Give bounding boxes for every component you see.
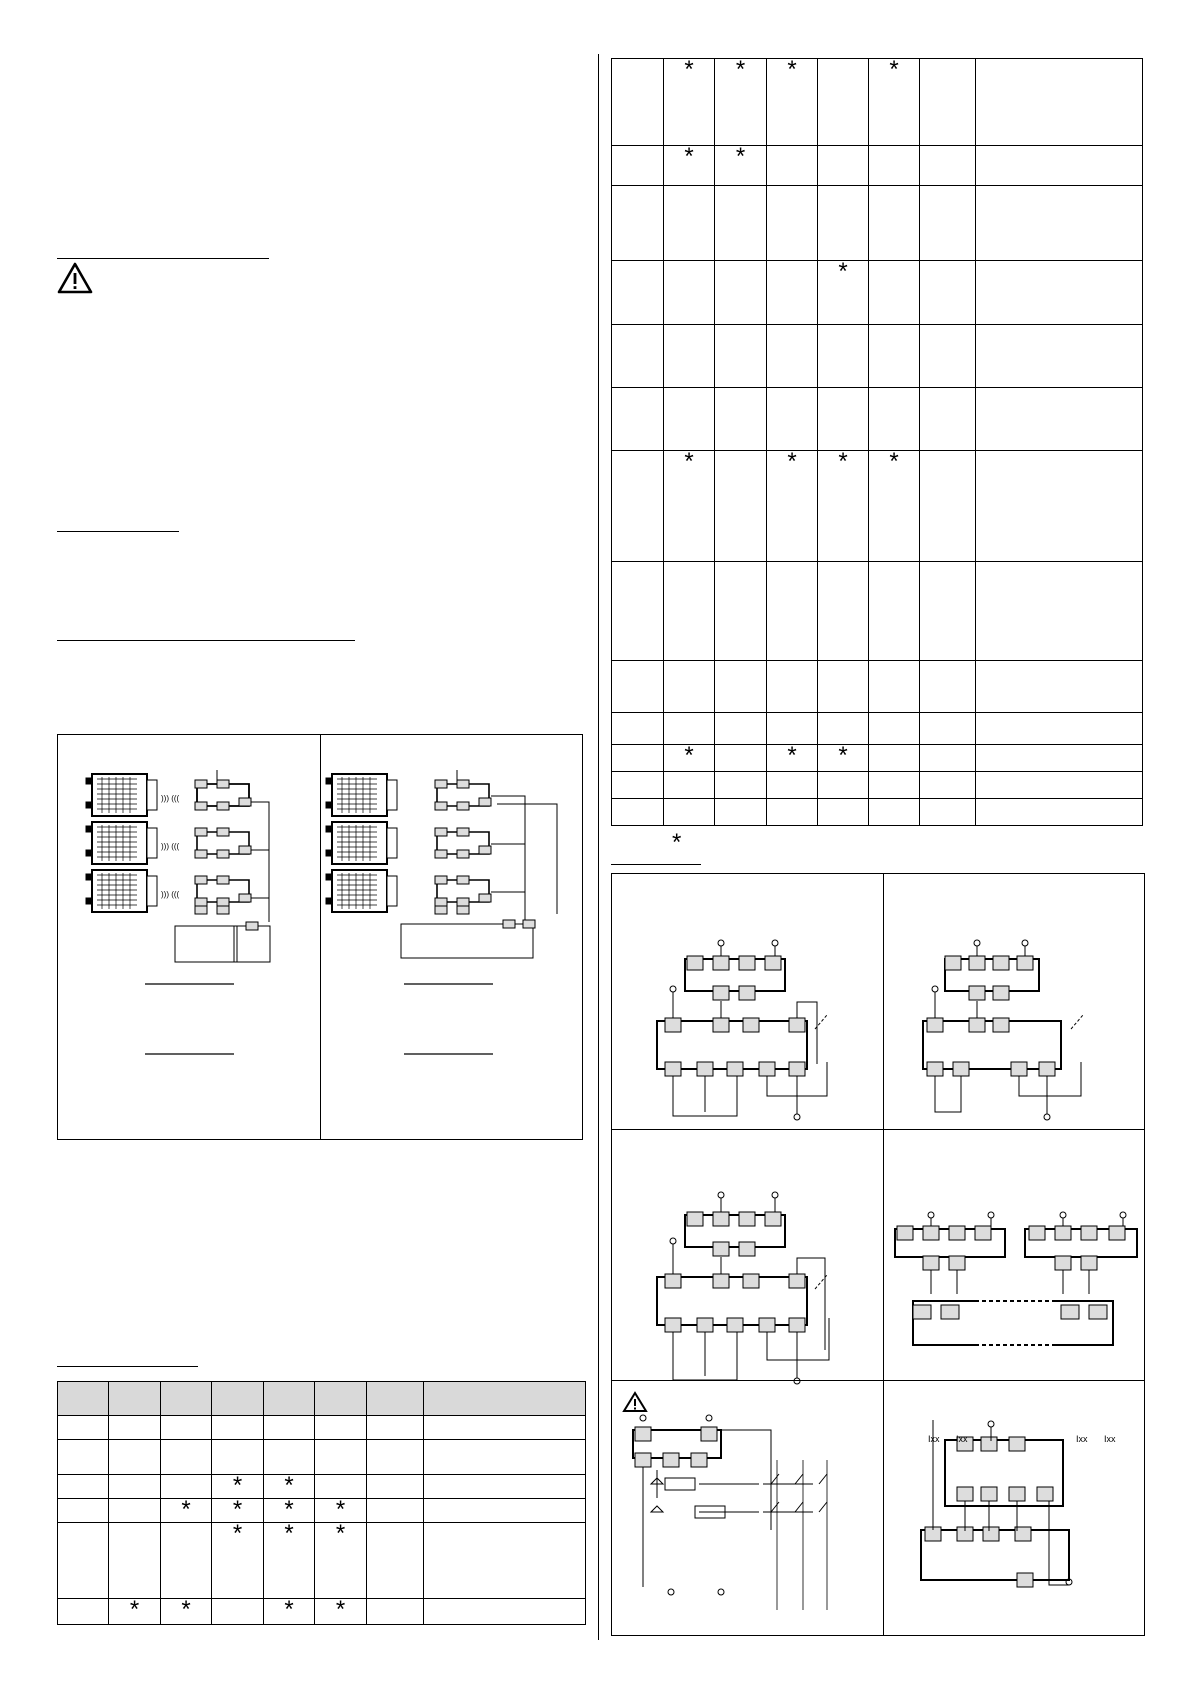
table-row [612, 799, 1143, 826]
table-row [58, 1416, 586, 1440]
section-heading-underline-1 [57, 531, 179, 532]
table-row: * * * [612, 745, 1143, 772]
left-compatibility-table [57, 1381, 586, 1625]
box-label-3: Ixx [1076, 1434, 1088, 1444]
box-label-4: Ixx [1104, 1434, 1116, 1444]
box-label-2: Ixx [956, 1434, 968, 1444]
table-row [612, 388, 1143, 451]
table-row: * * * * [612, 59, 1143, 146]
table-row [612, 186, 1143, 261]
table-row: * * * [58, 1523, 586, 1599]
table-row [58, 1440, 586, 1475]
wiring-heading-underline [611, 864, 701, 865]
table-row: * * * * [612, 451, 1143, 562]
svg-text:))) (((: ))) ((( [161, 842, 180, 851]
lxx-labels [913, 1305, 1107, 1319]
right-compatibility-table [611, 58, 1143, 826]
column-divider [598, 54, 599, 1640]
table-row: * * [612, 146, 1143, 186]
svg-text:))) (((: ))) ((( [161, 794, 180, 803]
warning-icon [57, 262, 93, 294]
table-row: * * [58, 1475, 586, 1499]
section-heading-underline-2 [57, 640, 355, 641]
wiring-diagrams [611, 873, 1145, 1636]
installation-diagram [57, 734, 583, 1140]
svg-text:))) (((: ))) ((( [161, 890, 180, 899]
table-row [612, 713, 1143, 745]
table-row [612, 772, 1143, 799]
table-row [612, 661, 1143, 713]
warning-heading-underline [57, 258, 269, 259]
table-row: * [612, 261, 1143, 325]
wiring-warning-icon [622, 1391, 648, 1413]
box-label-1: Ixx [928, 1434, 940, 1444]
table-row: * * * * [58, 1499, 586, 1523]
legend-star-symbol: * [672, 829, 682, 856]
table-heading-underline [57, 1366, 198, 1367]
table-row: * * * * [58, 1599, 586, 1625]
table-row [612, 325, 1143, 388]
table-row [612, 562, 1143, 661]
table-header-row [58, 1382, 586, 1416]
